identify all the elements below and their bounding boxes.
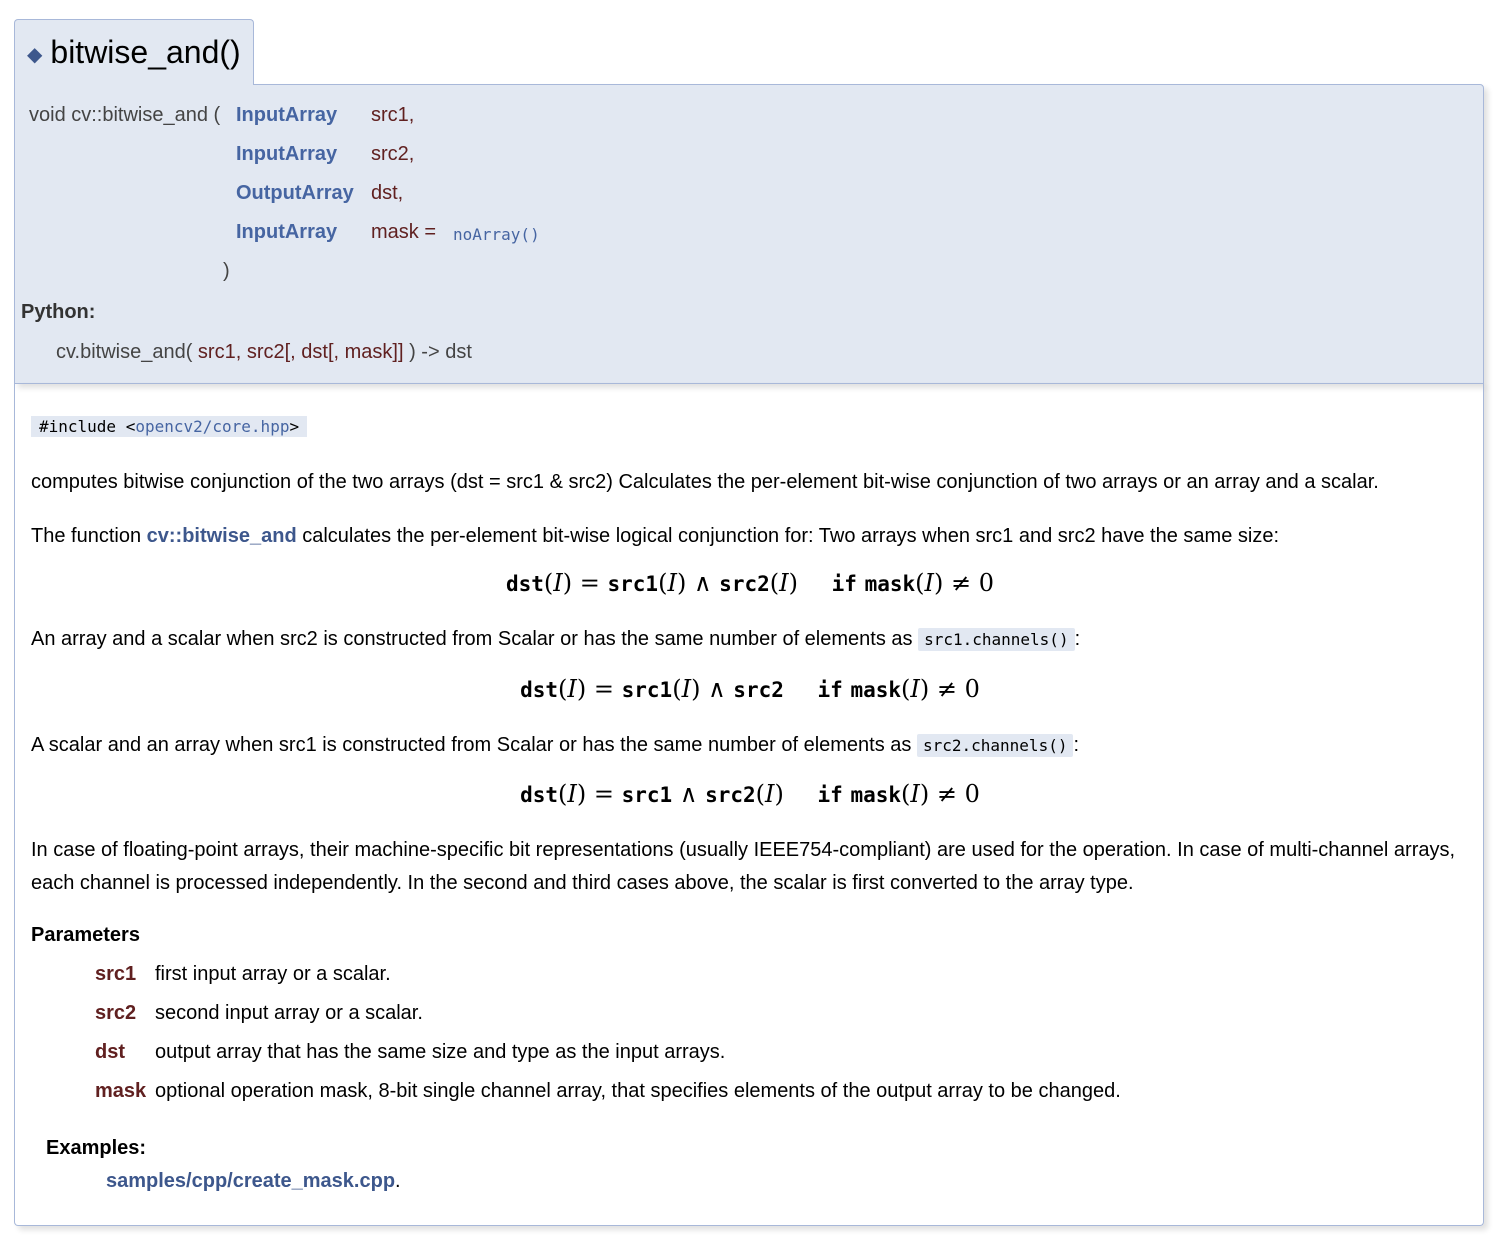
param-type-src2[interactable]: InputArray — [236, 143, 338, 165]
src2-channels-code: src2.channels() — [917, 734, 1074, 757]
param-doc-name: src1 — [95, 963, 137, 985]
python-ret: ) -> dst — [409, 341, 472, 363]
src1-channels-code: src1.channels() — [918, 628, 1075, 651]
include-file-link[interactable]: opencv2/core.hpp — [135, 417, 290, 436]
param-doc-desc: output array that has the same size and type as the input arrays. — [155, 1041, 726, 1063]
param-doc-name: src2 — [95, 1002, 137, 1024]
param-doc-desc: first input array or a scalar. — [155, 963, 391, 985]
param-name-mask: mask = — [371, 221, 437, 243]
param-type-dst[interactable]: OutputArray — [236, 182, 354, 204]
param-row-dst — [95, 1041, 725, 1064]
intro-after: calculates the per-element bit-wise logical conjunction for: Two arrays when src1 and src2 have the same size: — [296, 525, 1279, 547]
python-args: src1, src2[, dst[, mask]] — [197, 341, 404, 363]
python-label: Python: — [21, 301, 96, 323]
member-documentation — [14, 383, 1484, 1226]
examples-entry — [106, 1170, 401, 1193]
formula-scalar-array: dst(I) = src1 ∧ src2(I) if mask(I) ≠ 0 — [520, 780, 980, 808]
example-link-create-mask[interactable]: samples/cpp/create_mask.cpp — [106, 1170, 396, 1192]
include-prefix: #include < — [39, 417, 136, 436]
formula-array-scalar: dst(I) = src1(I) ∧ src2 if mask(I) ≠ 0 — [520, 675, 980, 703]
include-suffix: > — [289, 417, 300, 436]
case3-text: A scalar and an array when src1 is constructed from Scalar or has the same number of elements as — [31, 734, 917, 756]
prototype-closing: ) — [223, 260, 230, 282]
summary-text: computes bitwise conjunction of the two arrays (dst = src1 & src2) Calculates the per-element bit-wise conjunction of two arrays or an array and a scalar. — [31, 471, 1379, 493]
param-doc-desc: second input array or a scalar. — [155, 1002, 423, 1024]
function-prototype — [14, 84, 1484, 384]
intro-before: The function — [31, 525, 147, 547]
param-type-mask[interactable]: InputArray — [236, 221, 338, 243]
param-name-src1: src1, — [371, 104, 415, 126]
examples-title: Examples: — [46, 1137, 147, 1159]
member-title-tab — [14, 19, 254, 85]
member-title: bitwise_and() — [50, 34, 241, 70]
prototype-prefix: void cv::bitwise_and ( — [29, 104, 221, 126]
floating-point-note: In case of floating-point arrays, their machine-specific bit representations (usually IEEE754-compliant) are used for the operation. In case of multi-channel arrays, each channel is processed independently. In the second and third cases above, the scalar is first converted to the array type. — [31, 839, 1456, 894]
param-doc-name: dst — [95, 1041, 125, 1063]
python-signature — [56, 341, 472, 364]
formula-two-arrays: dst(I) = src1(I) ∧ src2(I) if mask(I) ≠ 0 — [505, 569, 995, 597]
param-default-mask[interactable]: noArray() — [453, 225, 540, 244]
param-row-mask — [95, 1080, 1121, 1103]
case2-text: An array and a scalar when src2 is constructed from Scalar or has the same number of elements as — [31, 628, 919, 650]
param-name-src2: src2, — [371, 143, 415, 165]
diamond-icon: ◆ — [27, 44, 43, 66]
param-row-src1 — [95, 963, 391, 986]
examples-suffix: . — [395, 1170, 401, 1192]
case-scalar-array — [31, 729, 1466, 762]
param-row-src2 — [95, 1002, 423, 1025]
include-line — [31, 416, 307, 437]
case3-end: : — [1073, 734, 1080, 756]
case-array-scalar — [31, 623, 1466, 656]
parameters-title: Parameters — [31, 924, 140, 946]
param-name-dst: dst, — [371, 182, 404, 204]
bitwise-and-link[interactable]: cv::bitwise_and — [146, 525, 297, 547]
python-fn: cv.bitwise_and( — [56, 341, 193, 363]
param-type-src1[interactable]: InputArray — [236, 104, 338, 126]
param-doc-name: mask — [95, 1080, 147, 1102]
param-doc-desc: optional operation mask, 8-bit single channel array, that specifies elements of the output array to be changed. — [155, 1080, 1121, 1102]
intro-paragraph — [31, 520, 1466, 553]
case2-end: : — [1074, 628, 1081, 650]
